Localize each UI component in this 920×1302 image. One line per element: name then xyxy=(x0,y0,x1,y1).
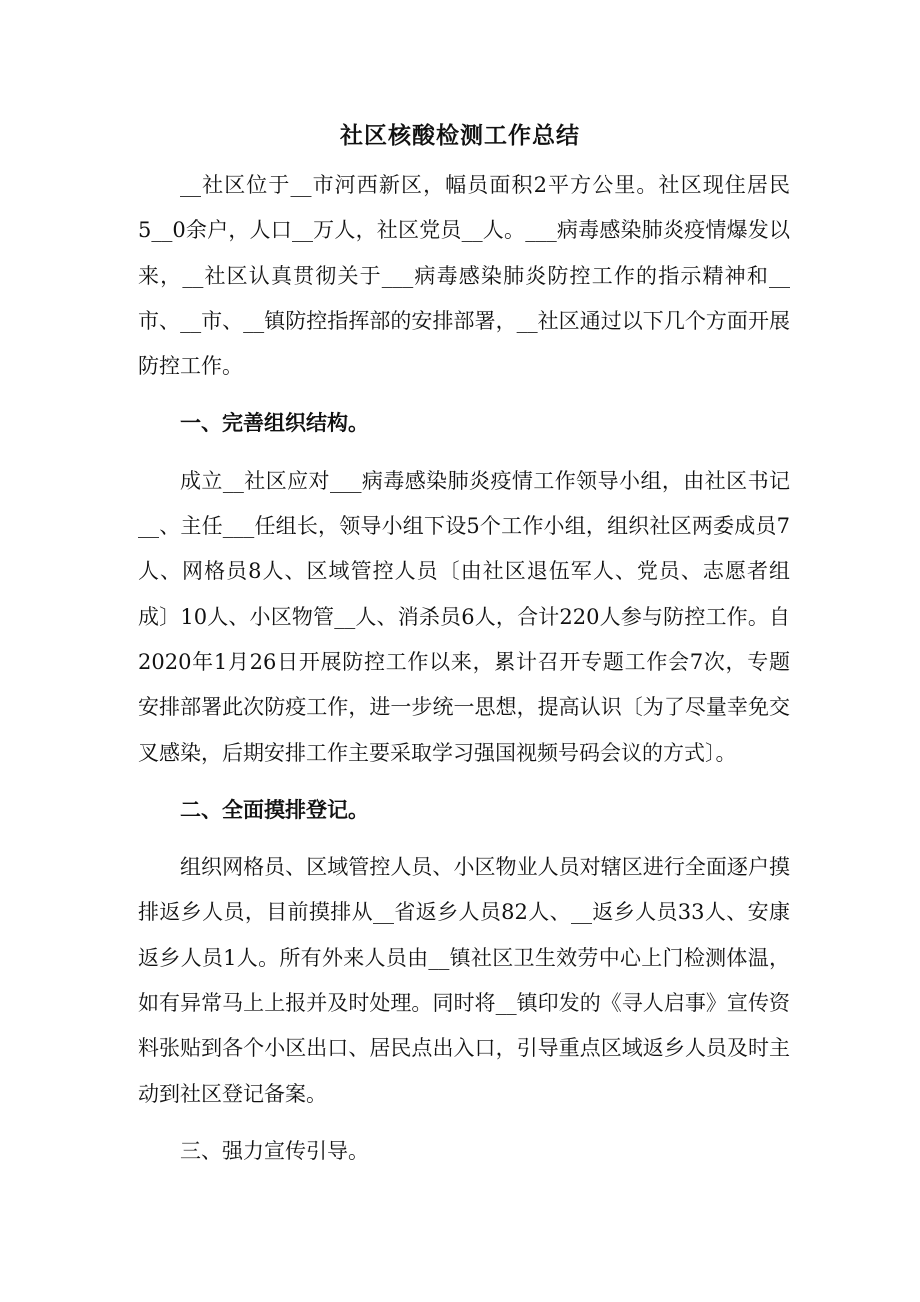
document-body xyxy=(138,163,790,1174)
intro-paragraph: __社区位于__市河西新区，幅员面积2平方公里。社区现住居民5__0余户，人口__万人，社区党员__人。___病毒感染肺炎疫情爆发以来，__社区认真贯彻关于___病毒感染肺炎防控工作的指示精神和__市、__市、__镇防控指挥部的安排部署，__社区通过以下几个方面开展防控工作。 xyxy=(138,173,790,379)
section-heading-organization: 一、完善组织结构。 xyxy=(180,411,369,436)
section-heading-publicity: 三、强力宣传引导。 xyxy=(180,1138,369,1163)
section-paragraph-organization: 成立__社区应对___病毒感染肺炎疫情工作领导小组，由社区书记__、主任___任组长，领导小组下设5个工作小组，组织社区两委成员7人、网格员8人、区域管控人员〔由社区退伍军人、党员、志愿者组成〕10人、小区物管__人、消杀员6人，合计220人参与防控工作。自2020年1月26日开展防控工作以来，累计召开专题工作会7次，专题安排部署此次防疫工作，进一步统一思想，提高认识〔为了尽量幸免交叉感染，后期安排工作主要采取学习强国视频号码会议的方式〕。 xyxy=(138,468,790,765)
document-title: 社区核酸检测工作总结 xyxy=(340,123,580,149)
section-paragraph-screening: 组织网格员、区域管控人员、小区物业人员对辖区进行全面逐户摸排返乡人员，目前摸排从__省返乡人员82人、__返乡人员33人、安康返乡人员1人。所有外来人员由__镇社区卫生效劳中心上门检测体温，如有异常马上上报并及时处理。同时将__镇印发的《寻人启事》宣传资料张贴到各个小区出口、居民点出入口，引导重点区域返乡人员及时主动到社区登记备案。 xyxy=(138,855,790,1106)
section-heading-screening: 二、全面摸排登记。 xyxy=(180,797,369,822)
